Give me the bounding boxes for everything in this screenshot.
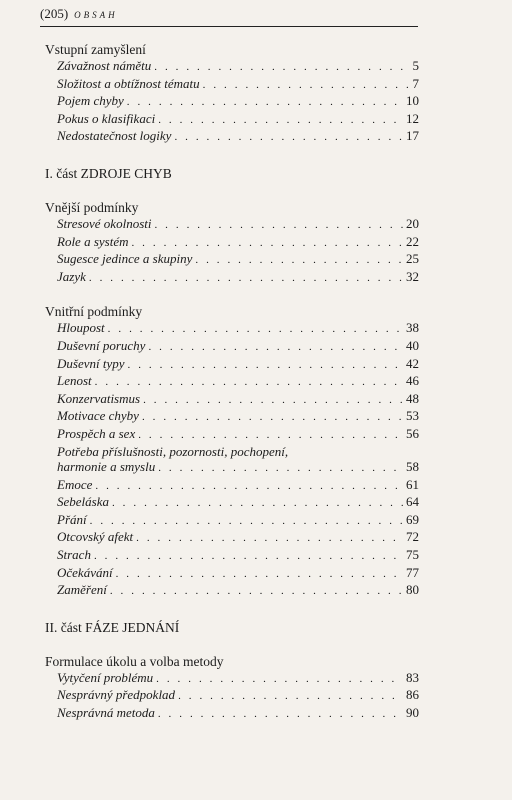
toc-entry-page: 17 xyxy=(406,128,419,144)
part-heading-1: I. část ZDROJE CHYB xyxy=(45,165,172,181)
toc-list-inner-b xyxy=(45,477,419,600)
leader-dots xyxy=(128,358,403,374)
toc-entry-title: Zaměření xyxy=(57,582,107,598)
toc-entry-title: Strach xyxy=(57,547,91,563)
toc-entry-page: 58 xyxy=(406,459,419,475)
toc-entry-title: Sebeláska xyxy=(57,494,109,510)
toc-entry-page: 83 xyxy=(406,669,419,685)
toc-list-task xyxy=(45,670,419,723)
toc-entry-title-line1: Potřeba příslušnosti, pozornosti, pochopení, xyxy=(57,443,289,459)
toc-entry-page: 12 xyxy=(406,110,419,126)
toc-entry-page: 25 xyxy=(406,251,419,267)
toc-entry-page: 86 xyxy=(406,687,419,703)
toc-entry-page: 64 xyxy=(406,494,419,510)
toc-entry[interactable] xyxy=(45,547,419,565)
toc-entry-title: Nesprávná metoda xyxy=(57,705,155,721)
toc-entry-title: Duševní typy xyxy=(57,355,125,371)
toc-entry-title: Konzervatismus xyxy=(57,390,141,406)
toc-entry-page: 72 xyxy=(406,529,419,545)
toc-entry[interactable] xyxy=(45,93,419,111)
leader-dots xyxy=(131,236,403,252)
leader-dots xyxy=(94,549,403,565)
leader-dots xyxy=(95,479,403,495)
toc-entry[interactable] xyxy=(45,582,419,600)
toc-entry[interactable] xyxy=(45,477,419,495)
toc-entry-title: Motivace chyby xyxy=(57,408,139,424)
toc-entry-title: Stresové okolnosti xyxy=(57,215,152,231)
leader-dots xyxy=(136,531,403,547)
toc-entry-title: Otcovský afekt xyxy=(57,529,134,545)
leader-dots xyxy=(90,514,403,530)
toc-entry-page: 69 xyxy=(406,511,419,527)
toc-entry[interactable] xyxy=(45,687,419,705)
toc-entry-title: Vytyčení problému xyxy=(57,669,154,685)
toc-entry[interactable] xyxy=(45,76,419,94)
leader-dots xyxy=(138,428,403,444)
toc-entry-title: Očekávání xyxy=(57,564,113,580)
part-heading-2: II. část FÁZE JEDNÁNÍ xyxy=(45,619,180,635)
section-heading-inner: Vnitřní podmínky xyxy=(45,304,143,320)
section-heading-outer: Vnější podmínky xyxy=(45,199,139,215)
leader-dots xyxy=(127,95,403,111)
toc-entry-page: 7 xyxy=(412,75,419,91)
toc-entry[interactable] xyxy=(45,234,419,252)
toc-entry-page: 56 xyxy=(406,425,419,441)
toc-entry[interactable] xyxy=(45,391,419,409)
toc-entry-title: Prospěch a sex xyxy=(57,425,136,441)
leader-dots xyxy=(158,113,403,129)
toc-entry-wrapped[interactable] xyxy=(45,444,419,460)
section-heading-intro: Vstupní zamyšlení xyxy=(45,42,146,57)
toc-entry-title: Přání xyxy=(57,511,87,527)
toc-entry[interactable] xyxy=(45,111,419,129)
toc-entry-title: Jazyk xyxy=(57,268,86,284)
leader-dots xyxy=(116,567,403,583)
leader-dots xyxy=(142,410,403,426)
toc-entry[interactable] xyxy=(45,705,419,723)
toc-entry-title-line2: harmonie a smyslu xyxy=(57,459,156,475)
toc-entry-page: 5 xyxy=(412,58,419,73)
toc-entry-title: Sugesce jedince a skupiny xyxy=(57,251,193,267)
leader-dots xyxy=(178,689,403,705)
toc-entry[interactable] xyxy=(45,251,419,269)
toc-entry-page: 80 xyxy=(406,582,419,598)
leader-dots xyxy=(158,707,403,723)
toc-entry[interactable] xyxy=(45,58,419,76)
toc-entry[interactable] xyxy=(45,216,419,234)
leader-dots xyxy=(148,340,403,356)
toc-entry[interactable] xyxy=(45,494,419,512)
leader-dots xyxy=(154,60,409,76)
section-heading-task: Formulace úkolu a volba metody xyxy=(45,653,224,669)
leader-dots xyxy=(112,496,403,512)
toc-entry[interactable] xyxy=(45,269,419,287)
toc-entry-page: 53 xyxy=(406,408,419,424)
toc-entry-page: 90 xyxy=(406,705,419,721)
leader-dots xyxy=(203,78,410,94)
toc-entry[interactable] xyxy=(45,373,419,391)
toc-entry-title: Hloupost xyxy=(57,320,105,336)
toc-entry[interactable] xyxy=(45,426,419,444)
toc-entry-title: Lenost xyxy=(57,373,92,389)
leader-dots xyxy=(195,253,403,269)
leader-dots xyxy=(95,375,403,391)
toc-entry-page: 42 xyxy=(406,355,419,371)
toc-entry-title: Pojem chyby xyxy=(57,93,124,109)
running-title: OBSAH xyxy=(74,10,118,20)
toc-entry-page: 61 xyxy=(406,476,419,492)
toc-entry-title: Závažnost námětu xyxy=(57,58,152,73)
toc-entry-title: Nedostatečnost logiky xyxy=(57,128,172,144)
leader-dots xyxy=(156,672,403,688)
toc-entry-page: 10 xyxy=(406,93,419,109)
toc-entry[interactable] xyxy=(45,408,419,426)
leader-dots xyxy=(154,218,403,234)
toc-entry-title: Pokus o klasifikaci xyxy=(57,110,156,126)
toc-list-inner-a xyxy=(45,320,419,443)
toc-entry[interactable] xyxy=(45,670,419,688)
toc-entry-page: 48 xyxy=(406,390,419,406)
table-of-contents xyxy=(45,42,419,723)
toc-entry[interactable] xyxy=(45,529,419,547)
toc-entry-title: Duševní poruchy xyxy=(57,337,146,353)
toc-entry[interactable] xyxy=(45,512,419,530)
toc-entry-page: 75 xyxy=(406,547,419,563)
toc-entry[interactable] xyxy=(45,338,419,356)
page-number: (205) xyxy=(40,6,69,21)
toc-list-outer xyxy=(45,216,419,286)
toc-entry-title: Emoce xyxy=(57,476,93,492)
toc-entry-page: 32 xyxy=(406,268,419,284)
toc-entry-page: 20 xyxy=(406,215,419,231)
toc-entry-title: Složitost a obtížnost tématu xyxy=(57,75,200,91)
leader-dots xyxy=(108,322,403,338)
toc-entry-page: 77 xyxy=(406,564,419,580)
toc-entry-page: 38 xyxy=(406,320,419,336)
toc-entry[interactable] xyxy=(45,356,419,374)
toc-entry[interactable] xyxy=(45,128,419,146)
toc-list-intro xyxy=(45,58,419,146)
leader-dots xyxy=(158,461,403,477)
toc-entry-wrapped-cont[interactable] xyxy=(45,459,419,477)
toc-entry-page: 40 xyxy=(406,337,419,353)
toc-entry[interactable] xyxy=(45,565,419,583)
leader-dots xyxy=(89,271,403,287)
leader-dots xyxy=(174,130,403,146)
toc-entry-page: 46 xyxy=(406,373,419,389)
toc-entry-page: 22 xyxy=(406,233,419,249)
toc-entry-title: Role a systém xyxy=(57,233,129,249)
toc-entry-title: Nesprávný předpoklad xyxy=(57,687,176,703)
toc-entry[interactable] xyxy=(45,320,419,338)
leader-dots xyxy=(143,393,403,409)
leader-dots xyxy=(110,584,403,600)
running-header xyxy=(40,6,418,27)
